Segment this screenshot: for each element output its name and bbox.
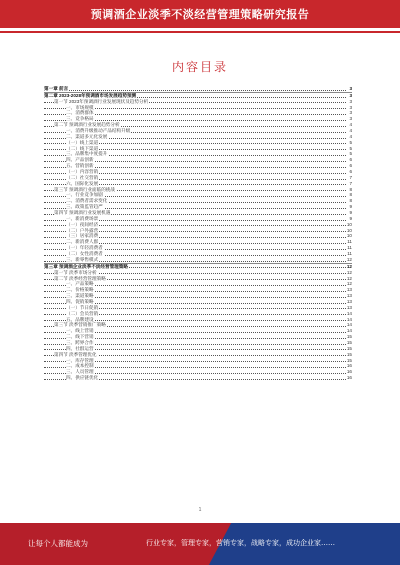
- toc-page-number: 4: [349, 133, 352, 139]
- toc-page-number: 14: [346, 310, 352, 316]
- toc-page-number: 15: [346, 345, 352, 351]
- toc-entry-text: 一、新消费场景: [66, 215, 99, 221]
- toc-entry-text: （二）会员营销: [66, 310, 99, 316]
- toc-entry-text: 二、渠道多元化发展: [66, 133, 108, 139]
- table-of-contents: [44, 86, 352, 502]
- toc-entry-text: 第四节 淡季管理优化: [54, 351, 97, 357]
- toc-entry-text: 三、竞争格局: [66, 116, 94, 122]
- toc-page-number: 6: [349, 169, 352, 175]
- toc-page-number: 10: [346, 227, 352, 233]
- toc-entry-text: 一、行业竞争加剧: [66, 192, 103, 198]
- toc-entry-text: 第一节 淡季市场分析: [54, 269, 97, 275]
- report-title: 预调酒企业淡季不淡经营管理策略研究报告: [90, 8, 310, 21]
- toc-page-number: 3: [349, 110, 352, 116]
- toc-page-number: 6: [349, 157, 352, 163]
- toc-entry-text: 第二节 预调酒行业发展趋势分析: [54, 122, 120, 128]
- toc-entry-text: 四、社群运营: [66, 345, 94, 351]
- toc-page-number: 3: [349, 92, 352, 98]
- toc-entry-text: 四、产品创新: [66, 157, 94, 163]
- toc-page-number: 13: [346, 304, 352, 310]
- toc-page-number: 12: [346, 269, 352, 275]
- toc-subsection[interactable]: [44, 375, 352, 381]
- toc-entry-text: 一、库存管理: [66, 357, 94, 363]
- toc-entry-text: 第一章 前言: [44, 86, 69, 91]
- toc-entry-text: 一、产品策略: [66, 281, 94, 287]
- toc-page-number: 9: [349, 204, 352, 210]
- toc-page-number: 8: [349, 198, 352, 204]
- toc-page-number: 8: [349, 186, 352, 192]
- toc-entry-text: 三、品牌集中度提升: [66, 151, 108, 157]
- toc-entry-text: 二、成本控制: [66, 363, 94, 369]
- toc-entry-text: 一、线上营销: [66, 328, 94, 334]
- toc-page-number: 15: [346, 351, 352, 357]
- toc-page-number: 13: [346, 298, 352, 304]
- toc-page-number: 13: [346, 293, 352, 299]
- toc-page-number: 15: [346, 334, 352, 340]
- toc-page-number: 3: [349, 116, 352, 122]
- toc-entry-text: （一）内容营销: [66, 169, 99, 175]
- toc-page-number: 12: [346, 263, 352, 269]
- toc-entry-text: 五、品牌建设: [66, 316, 94, 322]
- toc-entry-text: 五、营销创新: [66, 163, 94, 169]
- toc-entry-text: 三、跨界合作: [66, 339, 94, 345]
- toc-entry-text: （三）居家消费: [66, 233, 99, 239]
- toc-leader-dots: [44, 90, 346, 91]
- header-divider: [0, 31, 400, 33]
- toc-entry-text: 一、消费升级推动产品结构升级: [66, 128, 131, 134]
- toc-page-number: 14: [346, 316, 352, 322]
- toc-entry-text: 第一节 2023年预调酒行业发展现状及趋势分析: [54, 98, 149, 104]
- toc-entry-text: （一）年轻消费者: [66, 245, 103, 251]
- toc-page-number: 15: [346, 339, 352, 345]
- toc-entry-text: 三、人员管理: [66, 369, 94, 375]
- toc-entry-text: 二、消费者需求变化: [66, 198, 108, 204]
- toc-page-number: 5: [349, 139, 352, 145]
- toc-page-number: 10: [346, 221, 352, 227]
- toc-entry-text: 一、市场规模: [66, 104, 94, 110]
- toc-entry-text: （二）女性消费者: [66, 251, 103, 257]
- toc-page-number: 10: [346, 233, 352, 239]
- toc-page-number: 11: [347, 245, 352, 251]
- footer-banner: [0, 523, 400, 565]
- toc-entry-text: 第三节 预调酒行业面临的挑战: [54, 186, 115, 192]
- toc-page-number: 16: [346, 375, 352, 381]
- toc-entry-text: （二）社交营销: [66, 174, 99, 180]
- toc-page-number: 12: [346, 275, 352, 281]
- toc-entry-text: 二、新消费人群: [66, 239, 99, 245]
- toc-page-number: 15: [346, 357, 352, 363]
- toc-entry-text: 第二节 淡季经营管理策略: [54, 275, 106, 281]
- toc-entry-text: 第四节 预调酒行业发展机遇: [54, 210, 111, 216]
- toc-page-number: 3: [349, 98, 352, 104]
- report-header: [0, 0, 400, 28]
- footer-slogan: 让每个人都能成为: [28, 539, 88, 548]
- toc-page-number: 9: [349, 215, 352, 221]
- toc-page-number: 7: [349, 180, 352, 186]
- toc-page-number: 3: [349, 86, 352, 91]
- toc-entry-text: 三、新零售模式: [66, 256, 99, 262]
- toc-page-number: 14: [346, 322, 352, 328]
- toc-entry-text: 第三节 淡季营销推广策略: [54, 322, 106, 328]
- toc-page-number: 7: [349, 174, 352, 180]
- toc-entry-text: 第三章 预调酒企业淡季不淡经营管理策略: [44, 263, 128, 269]
- toc-entry-text: 二、线下营销: [66, 334, 94, 340]
- toc-page-number: 4: [349, 128, 352, 134]
- page-number: 1: [198, 507, 202, 513]
- toc-entry-text: （一）夜间经济: [66, 221, 99, 227]
- toc-entry-text: （二）户外露营: [66, 227, 99, 233]
- toc-entry-text: 三、渠道策略: [66, 293, 94, 299]
- toc-page-number: 8: [349, 192, 352, 198]
- toc-page-number: 6: [349, 163, 352, 169]
- toc-entry-text: 二、价格策略: [66, 287, 94, 293]
- toc-page-number: 16: [346, 369, 352, 375]
- toc-page-number: 5: [349, 145, 352, 151]
- toc-entry-text: 第二章 2023-2028年预调酒市场发展趋势预测: [44, 92, 137, 98]
- footer-tagline: 行业专家，管理专家，营销专家，战略专家，成功企业家……: [146, 539, 335, 547]
- toc-page-number: 9: [349, 210, 352, 216]
- toc-page-number: 13: [346, 287, 352, 293]
- toc-page-number: 16: [346, 363, 352, 369]
- toc-page-number: 5: [349, 151, 352, 157]
- toc-page-number: 14: [346, 328, 352, 334]
- toc-entry-text: 六、国际化发展: [66, 180, 99, 186]
- toc-entry-text: （一）线上渠道: [66, 139, 99, 145]
- toc-page-number: 12: [346, 281, 352, 287]
- toc-page-number: 11: [347, 239, 352, 245]
- toc-entry-text: （二）线下渠道: [66, 145, 99, 151]
- toc-entry-text: 三、政策监管趋严: [66, 204, 103, 210]
- toc-heading: 内容目录: [171, 60, 228, 74]
- toc-entry-text: 四、供应链优化: [66, 375, 99, 381]
- toc-page-number: 12: [346, 256, 352, 262]
- toc-entry-text: 四、促销策略: [66, 298, 94, 304]
- toc-entry-text: 二、消费群体: [66, 110, 94, 116]
- toc-chapter[interactable]: [44, 263, 352, 270]
- toc-chapter[interactable]: [44, 92, 352, 99]
- toc-page-number: 4: [349, 122, 352, 128]
- toc-entry-text: （一）节日促销: [66, 304, 99, 310]
- toc-page-number: 3: [349, 104, 352, 110]
- toc-page-number: 11: [347, 251, 352, 257]
